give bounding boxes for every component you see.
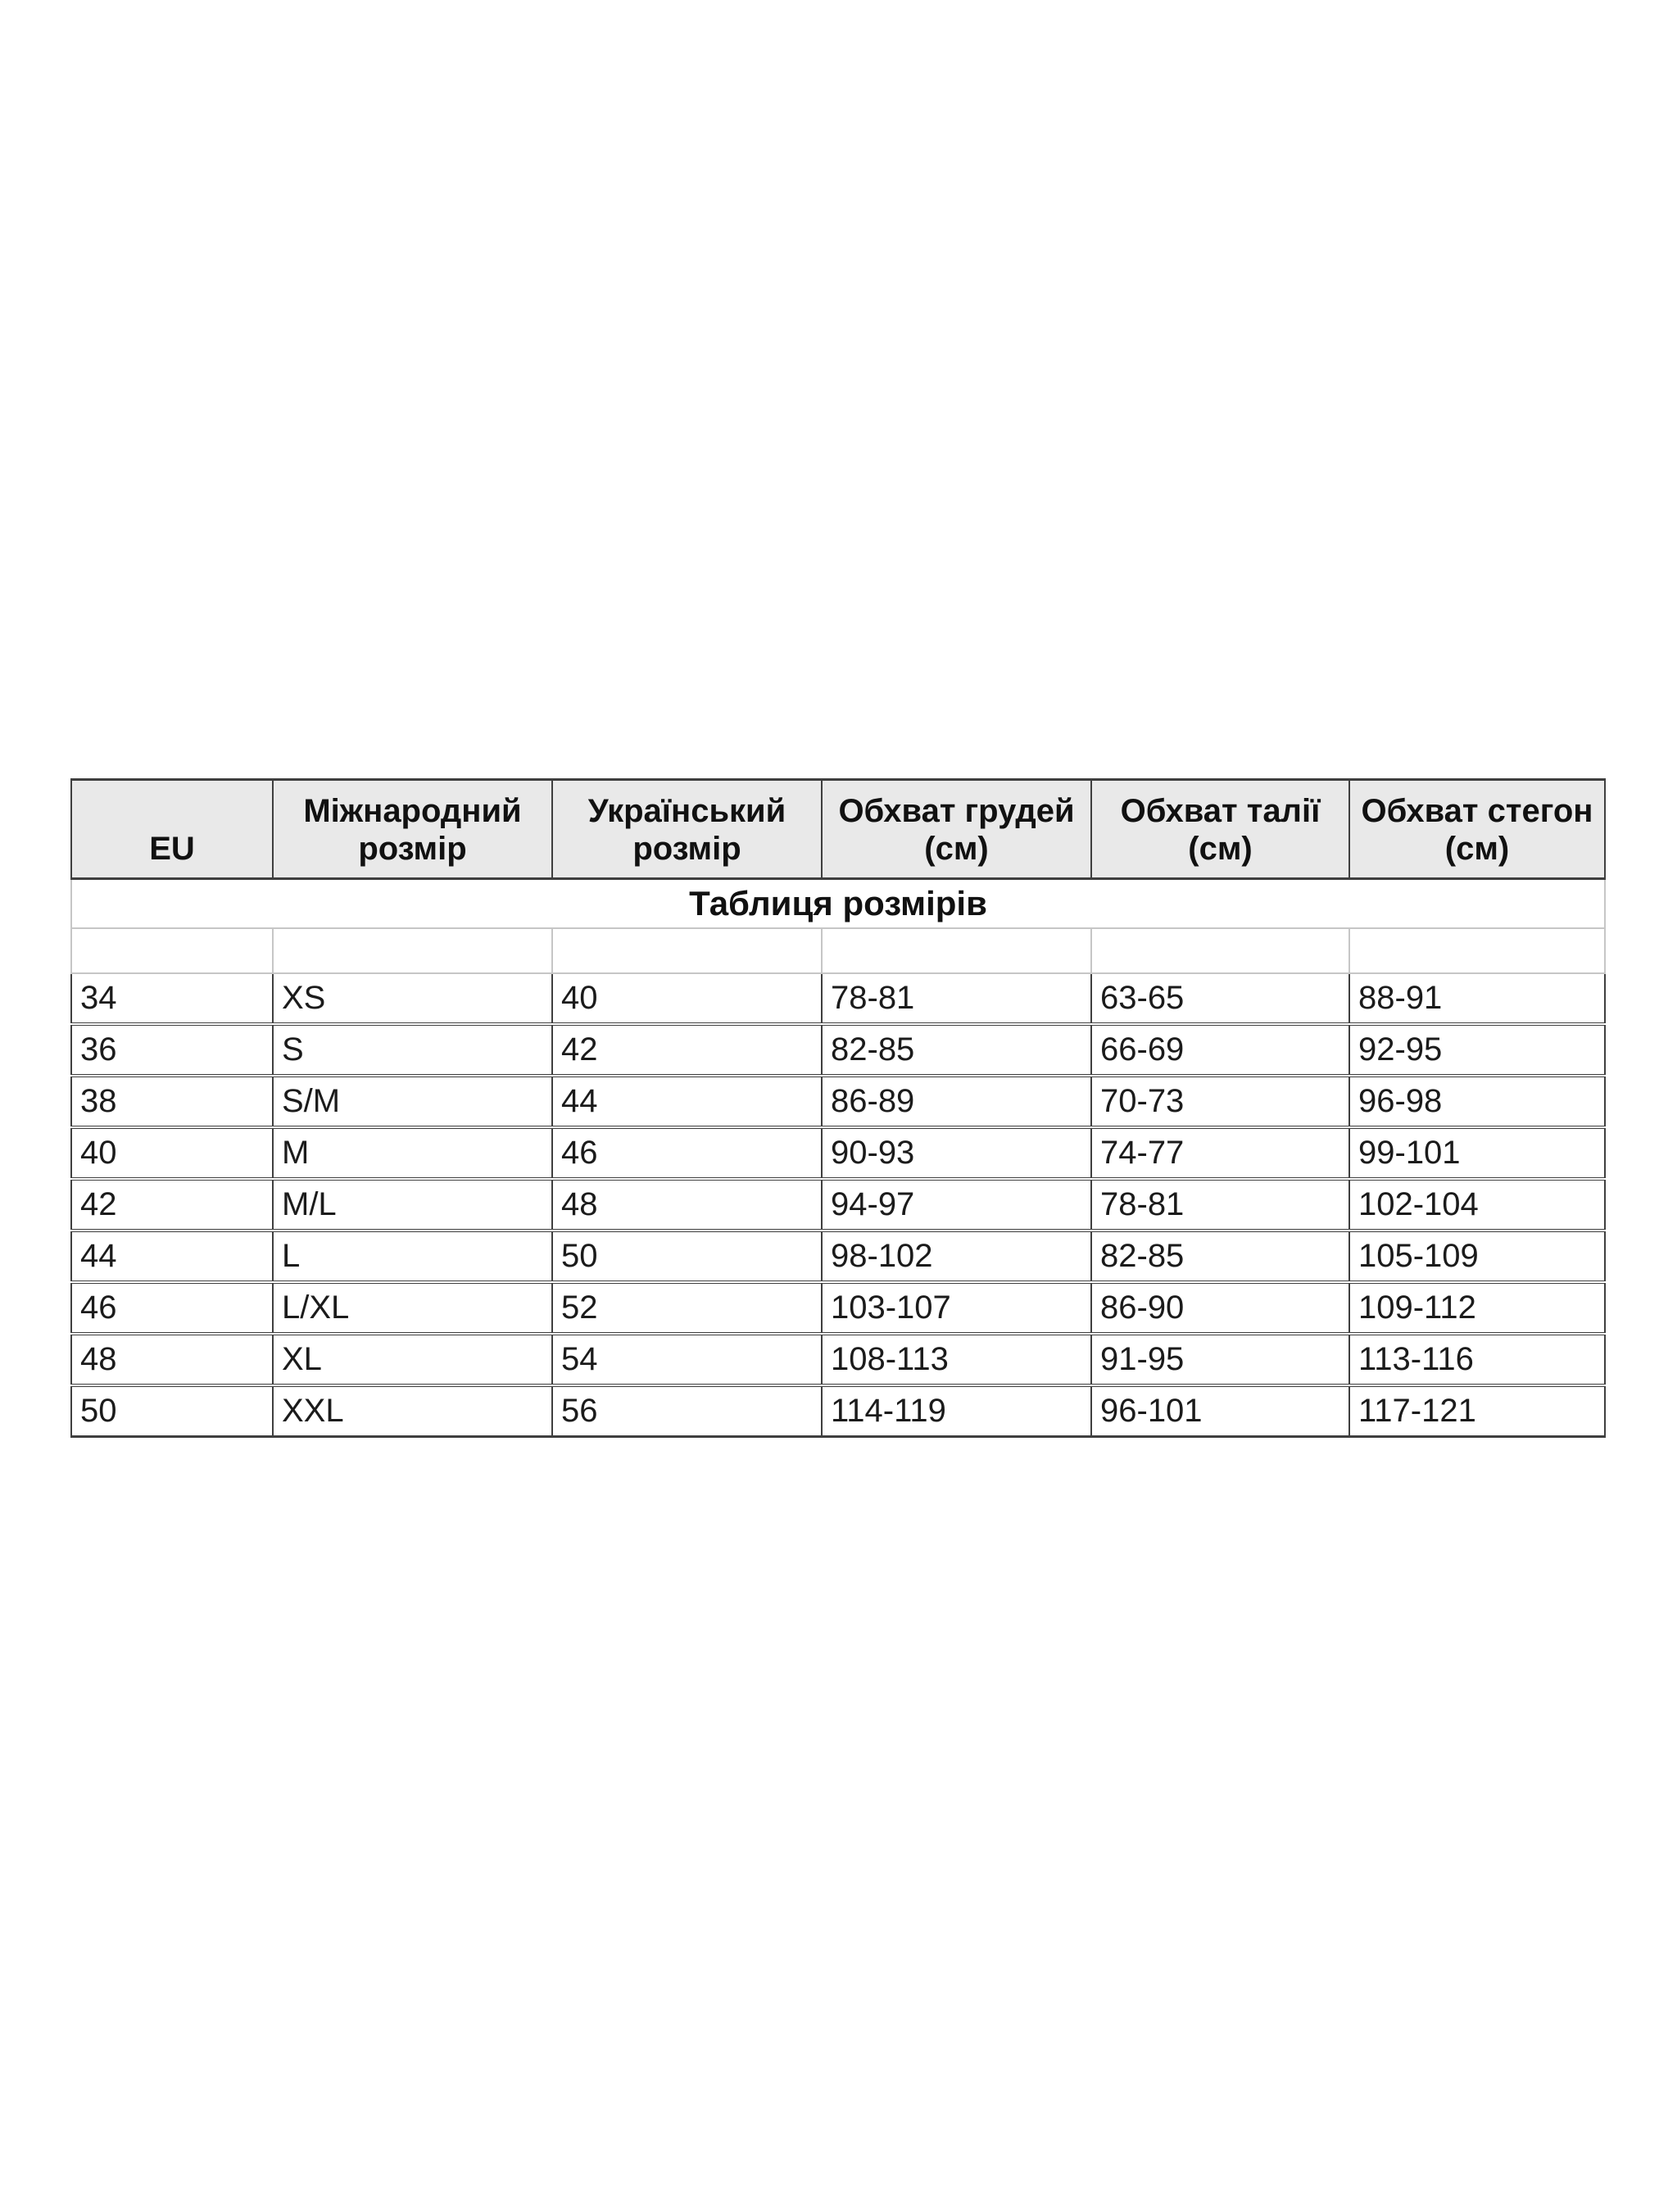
table-cell: 50 xyxy=(552,1231,822,1282)
table-cell: 42 xyxy=(552,1024,822,1076)
table-cell: 63-65 xyxy=(1091,973,1349,1024)
table-cell: 108-113 xyxy=(822,1334,1091,1385)
table-row xyxy=(71,1127,1605,1179)
table-cell: 96-101 xyxy=(1091,1385,1349,1437)
table-cell: 48 xyxy=(552,1179,822,1231)
table-cell: 92-95 xyxy=(1349,1024,1605,1076)
table-row xyxy=(71,1385,1605,1437)
table-cell: 105-109 xyxy=(1349,1231,1605,1282)
table-row xyxy=(71,1231,1605,1282)
table-row xyxy=(71,1179,1605,1231)
table-cell: 44 xyxy=(71,1231,273,1282)
table-cell: XS xyxy=(273,973,552,1024)
table-cell: 48 xyxy=(71,1334,273,1385)
table-cell: 109-112 xyxy=(1349,1282,1605,1334)
table-cell: 98-102 xyxy=(822,1231,1091,1282)
table-cell: 38 xyxy=(71,1076,273,1127)
table-cell: M/L xyxy=(273,1179,552,1231)
table-cell: 86-89 xyxy=(822,1076,1091,1127)
table-cell: 102-104 xyxy=(1349,1179,1605,1231)
table-row xyxy=(71,973,1605,1024)
table-cell: 82-85 xyxy=(822,1024,1091,1076)
table-cell: XXL xyxy=(273,1385,552,1437)
column-header-international-size: Міжнародний розмір xyxy=(273,780,552,879)
size-table xyxy=(70,778,1606,1438)
table-row xyxy=(71,1334,1605,1385)
header-row xyxy=(71,780,1605,879)
table-cell: 103-107 xyxy=(822,1282,1091,1334)
table-cell: 78-81 xyxy=(1091,1179,1349,1231)
table-cell: M xyxy=(273,1127,552,1179)
table-cell: 40 xyxy=(552,973,822,1024)
table-cell: L xyxy=(273,1231,552,1282)
table-cell: 50 xyxy=(71,1385,273,1437)
spacer-cell xyxy=(1091,928,1349,973)
size-chart xyxy=(70,778,1604,1438)
table-body xyxy=(71,973,1605,1437)
table-cell: 90-93 xyxy=(822,1127,1091,1179)
table-cell: 78-81 xyxy=(822,973,1091,1024)
spacer-cell xyxy=(1349,928,1605,973)
spacer-cell xyxy=(552,928,822,973)
table-cell: 117-121 xyxy=(1349,1385,1605,1437)
table-title: Таблиця розмірів xyxy=(71,879,1605,929)
column-header-ukrainian-size: Український розмір xyxy=(552,780,822,879)
title-row xyxy=(71,879,1605,929)
table-cell: 40 xyxy=(71,1127,273,1179)
table-cell: 113-116 xyxy=(1349,1334,1605,1385)
table-cell: S xyxy=(273,1024,552,1076)
table-row xyxy=(71,1024,1605,1076)
spacer-row xyxy=(71,928,1605,973)
column-header-chest: Обхват грудей (см) xyxy=(822,780,1091,879)
table-cell: 86-90 xyxy=(1091,1282,1349,1334)
table-cell: 54 xyxy=(552,1334,822,1385)
table-cell: 70-73 xyxy=(1091,1076,1349,1127)
table-cell: 56 xyxy=(552,1385,822,1437)
column-header-waist: Обхват талії (см) xyxy=(1091,780,1349,879)
table-cell: 91-95 xyxy=(1091,1334,1349,1385)
table-cell: 34 xyxy=(71,973,273,1024)
table-row xyxy=(71,1282,1605,1334)
table-cell: 99-101 xyxy=(1349,1127,1605,1179)
spacer-cell xyxy=(273,928,552,973)
spacer-cell xyxy=(71,928,273,973)
header-section xyxy=(71,780,1605,879)
column-header-hips: Обхват стегон (см) xyxy=(1349,780,1605,879)
table-cell: 42 xyxy=(71,1179,273,1231)
table-cell: XL xyxy=(273,1334,552,1385)
table-cell: 74-77 xyxy=(1091,1127,1349,1179)
table-cell: 46 xyxy=(552,1127,822,1179)
column-header-eu: EU xyxy=(71,780,273,879)
table-cell: 36 xyxy=(71,1024,273,1076)
table-cell: 46 xyxy=(71,1282,273,1334)
table-cell: 94-97 xyxy=(822,1179,1091,1231)
table-cell: 44 xyxy=(552,1076,822,1127)
table-cell: 88-91 xyxy=(1349,973,1605,1024)
table-cell: 96-98 xyxy=(1349,1076,1605,1127)
table-cell: S/M xyxy=(273,1076,552,1127)
table-cell: L/XL xyxy=(273,1282,552,1334)
table-row xyxy=(71,1076,1605,1127)
title-section xyxy=(71,879,1605,974)
table-cell: 66-69 xyxy=(1091,1024,1349,1076)
table-cell: 82-85 xyxy=(1091,1231,1349,1282)
table-cell: 52 xyxy=(552,1282,822,1334)
table-cell: 114-119 xyxy=(822,1385,1091,1437)
spacer-cell xyxy=(822,928,1091,973)
